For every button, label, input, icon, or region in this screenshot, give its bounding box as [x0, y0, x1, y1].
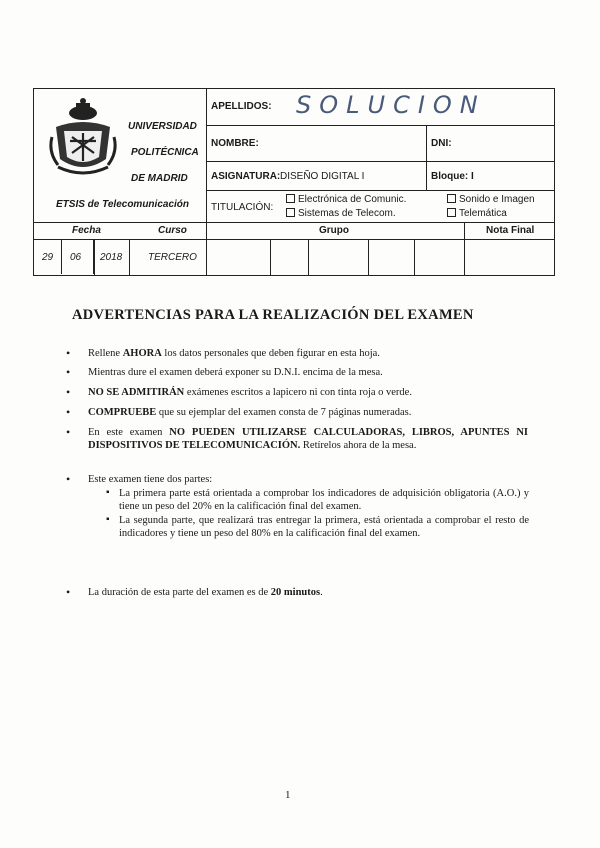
- option-label: Telemática: [459, 208, 507, 219]
- fecha-anio: 2018: [100, 252, 123, 263]
- bullet-icon: •: [66, 425, 71, 439]
- dni-label: DNI:: [431, 138, 452, 149]
- sub-list-item: La primera parte está orientada a comprobar los indicadores de adquisición obligatoria (A.O.) y tiene un peso del 20% en la calificación final del examen.: [119, 488, 529, 512]
- checkbox-icon: [286, 194, 295, 203]
- sub-list-item: La segunda parte, que realizará tras entregar la primera, está orientada a comprobar el resto de indicadores y tiene un peso del 80% en la calificación final del examen.: [119, 515, 529, 539]
- bullet-icon: ▪: [106, 514, 110, 525]
- option-sistemas[interactable]: [286, 208, 396, 219]
- option-label: Electrónica de Comunic.: [298, 194, 407, 205]
- university-name-line3: DE MADRID: [131, 173, 188, 184]
- list-item: Mientras dure el examen deberá exponer su D.N.I. encima de la mesa.: [88, 367, 383, 378]
- divider: [464, 223, 465, 275]
- divider: [34, 222, 554, 223]
- fecha-dia: 29: [42, 252, 54, 263]
- page-title: ADVERTENCIAS PARA LA REALIZACIÓN DEL EXAMEN: [72, 307, 474, 323]
- university-crest-icon: [48, 97, 118, 177]
- exam-header-box: [33, 88, 555, 276]
- divider: [368, 240, 369, 275]
- divider: [206, 190, 554, 191]
- list-item: COMPRUEBE que su ejemplar del examen consta de 7 páginas numeradas.: [88, 407, 412, 418]
- curso-label: Curso: [158, 225, 187, 236]
- list-item: Este examen tiene dos partes:: [88, 474, 213, 485]
- option-label: Sonido e Imagen: [459, 194, 535, 205]
- bullet-icon: •: [66, 585, 71, 599]
- fecha-label: Fecha: [72, 225, 101, 236]
- list-item: Rellene AHORA los datos personales que deben figurar en esta hoja.: [88, 348, 380, 359]
- divider: [61, 239, 62, 274]
- divider: [426, 126, 427, 190]
- asignatura-label: ASIGNATURA:: [211, 171, 281, 182]
- school-name: ETSIS de Telecomunicación: [56, 199, 189, 210]
- curso-value: TERCERO: [148, 252, 197, 263]
- fecha-mes: 06: [70, 252, 82, 263]
- list-item: NO SE ADMITIRÁN exámenes escritos a lapicero ni con tinta roja o verde.: [88, 387, 412, 398]
- option-telematica[interactable]: [447, 208, 507, 219]
- apellidos-value[interactable]: SOLUCION: [296, 91, 486, 119]
- checkbox-icon: [286, 208, 295, 217]
- divider: [206, 161, 554, 162]
- bullet-icon: •: [66, 346, 71, 360]
- checkbox-icon: [447, 208, 456, 217]
- asignatura-value: DISEÑO DIGITAL I: [280, 171, 365, 182]
- nombre-label: NOMBRE:: [211, 138, 259, 149]
- option-electronica[interactable]: [286, 194, 406, 205]
- checkbox-icon: [447, 194, 456, 203]
- titulacion-label: TITULACIÓN:: [211, 202, 274, 213]
- divider: [206, 125, 554, 126]
- divider: [34, 239, 554, 240]
- divider: [270, 240, 271, 275]
- bullet-icon: ▪: [106, 487, 110, 498]
- university-name-line1: UNIVERSIDAD: [128, 121, 197, 132]
- divider: [414, 240, 415, 275]
- bullet-icon: •: [66, 385, 71, 399]
- bullet-icon: •: [66, 472, 71, 486]
- divider: [308, 240, 309, 275]
- divider: [206, 89, 207, 275]
- nota-final-label: Nota Final: [486, 225, 535, 236]
- page-number: 1: [285, 789, 291, 801]
- divider: [129, 240, 130, 275]
- list-item: En este examen NO PUEDEN UTILIZARSE CALCULADORAS, LIBROS, APUNTES NI DISPOSITIVOS DE TELECOMUNICACIÓN. Retírelos ahora de la mesa.: [88, 427, 528, 451]
- grupo-label: Grupo: [319, 225, 349, 236]
- bullet-icon: •: [66, 365, 71, 379]
- bloque-label: Bloque: I: [431, 171, 474, 182]
- apellidos-label: APELLIDOS:: [211, 101, 272, 112]
- divider: [93, 239, 94, 274]
- bullet-icon: •: [66, 405, 71, 419]
- divider: [94, 240, 95, 275]
- list-item: La duración de esta parte del examen es de 20 minutos.: [88, 587, 323, 598]
- option-sonido[interactable]: [447, 194, 535, 205]
- university-name-line2: POLITÉCNICA: [131, 147, 199, 158]
- option-label: Sistemas de Telecom.: [298, 208, 396, 219]
